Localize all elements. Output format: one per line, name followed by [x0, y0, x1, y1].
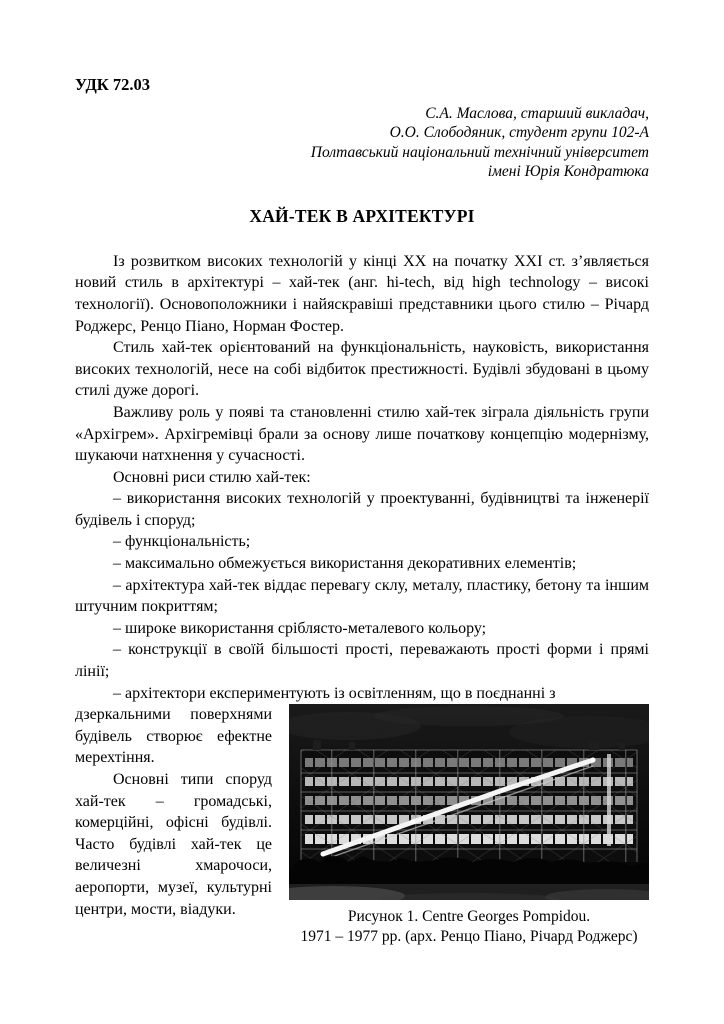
feature-item: – широке використання сріблясто-металевого кольору;	[113, 619, 487, 637]
document-title: ХАЙ-ТЕК В АРХІТЕКТУРІ	[249, 206, 475, 227]
figure-1	[289, 704, 649, 947]
affiliation-line: імені Юрія Кондратюка	[487, 162, 649, 180]
body-paragraph: Стиль хай-тек орієнтований на функціональність, науковість, використання високих технологій, несе на собі відбиток престижності. Будівлі збудовані в цьому стилі дуже дорогі.	[75, 339, 649, 400]
feature-item: – архітектура хай-тек віддає перевагу склу, металу, пластику, бетону та іншим штучним покриттям;	[75, 576, 649, 616]
figure-wrap-section	[75, 704, 649, 947]
feature-item-continuation: дзеркальними поверхнями будівель створює ефектне мерехтіння.	[75, 706, 272, 767]
figure-caption-line1: Рисунок 1. Centre Georges Pompidou.	[347, 908, 591, 926]
figure-caption-line2: 1971 – 1977 рр. (арх. Ренцо Піано, Річард Роджерс)	[300, 928, 638, 946]
body-paragraph: Із розвитком високих технологій у кінці XX на початку XXI ст. з’являється новий стиль в архітектурі – хай-тек (анг. hi-tech, від high technology – високі технології). Основоположники і найяскравіші представники цього стилю – Річард Роджерс, Ренцо Піано, Норман Фостер.	[75, 252, 649, 335]
figure-caption	[289, 907, 649, 947]
feature-item: – функціональність;	[113, 533, 251, 551]
body-paragraph: Важливу роль у появі та становленні стилю хай-тек зіграла діяльність групи «Архігрем». Архігремівці брали за основу лише початкову концепцію модернізму, шукаючи натхнення у сучасності.	[75, 403, 649, 465]
feature-item: – конструкції в своїй більшості прості, переважають прості форми і прямі лінії;	[75, 641, 649, 681]
author-block	[75, 104, 649, 181]
feature-item: – використання високих технологій у проектуванні, будівництві та інженерії будівель і споруд;	[75, 490, 649, 529]
article-body	[75, 251, 649, 948]
pompidou-photo-illustration	[289, 704, 649, 900]
pompidou-photo	[289, 704, 649, 900]
wrap-left-column	[75, 704, 272, 920]
author-line: С.А. Маслова, старший викладач,	[425, 105, 649, 123]
body-paragraph: Основні типи споруд хай-тек – громадські, комерційні, офісні будівлі. Часто будівлі хай-тек це величезні хмарочоси, аеропорти, музеї, культурні центри, мости, віадуки.	[75, 771, 272, 918]
author-line: О.О. Слободяник, студент групи 102-А	[389, 124, 649, 142]
feature-item: – максимально обмежується використання декоративних елементів;	[113, 555, 577, 573]
affiliation-line: Полтавський національний технічний університет	[310, 143, 649, 161]
feature-item-first-line: – архітектори експериментують із освітленням, що в поєднанні з	[113, 684, 556, 702]
udc-code: УДК 72.03	[75, 75, 151, 94]
list-intro-paragraph: Основні риси стилю хай-тек:	[113, 468, 311, 486]
